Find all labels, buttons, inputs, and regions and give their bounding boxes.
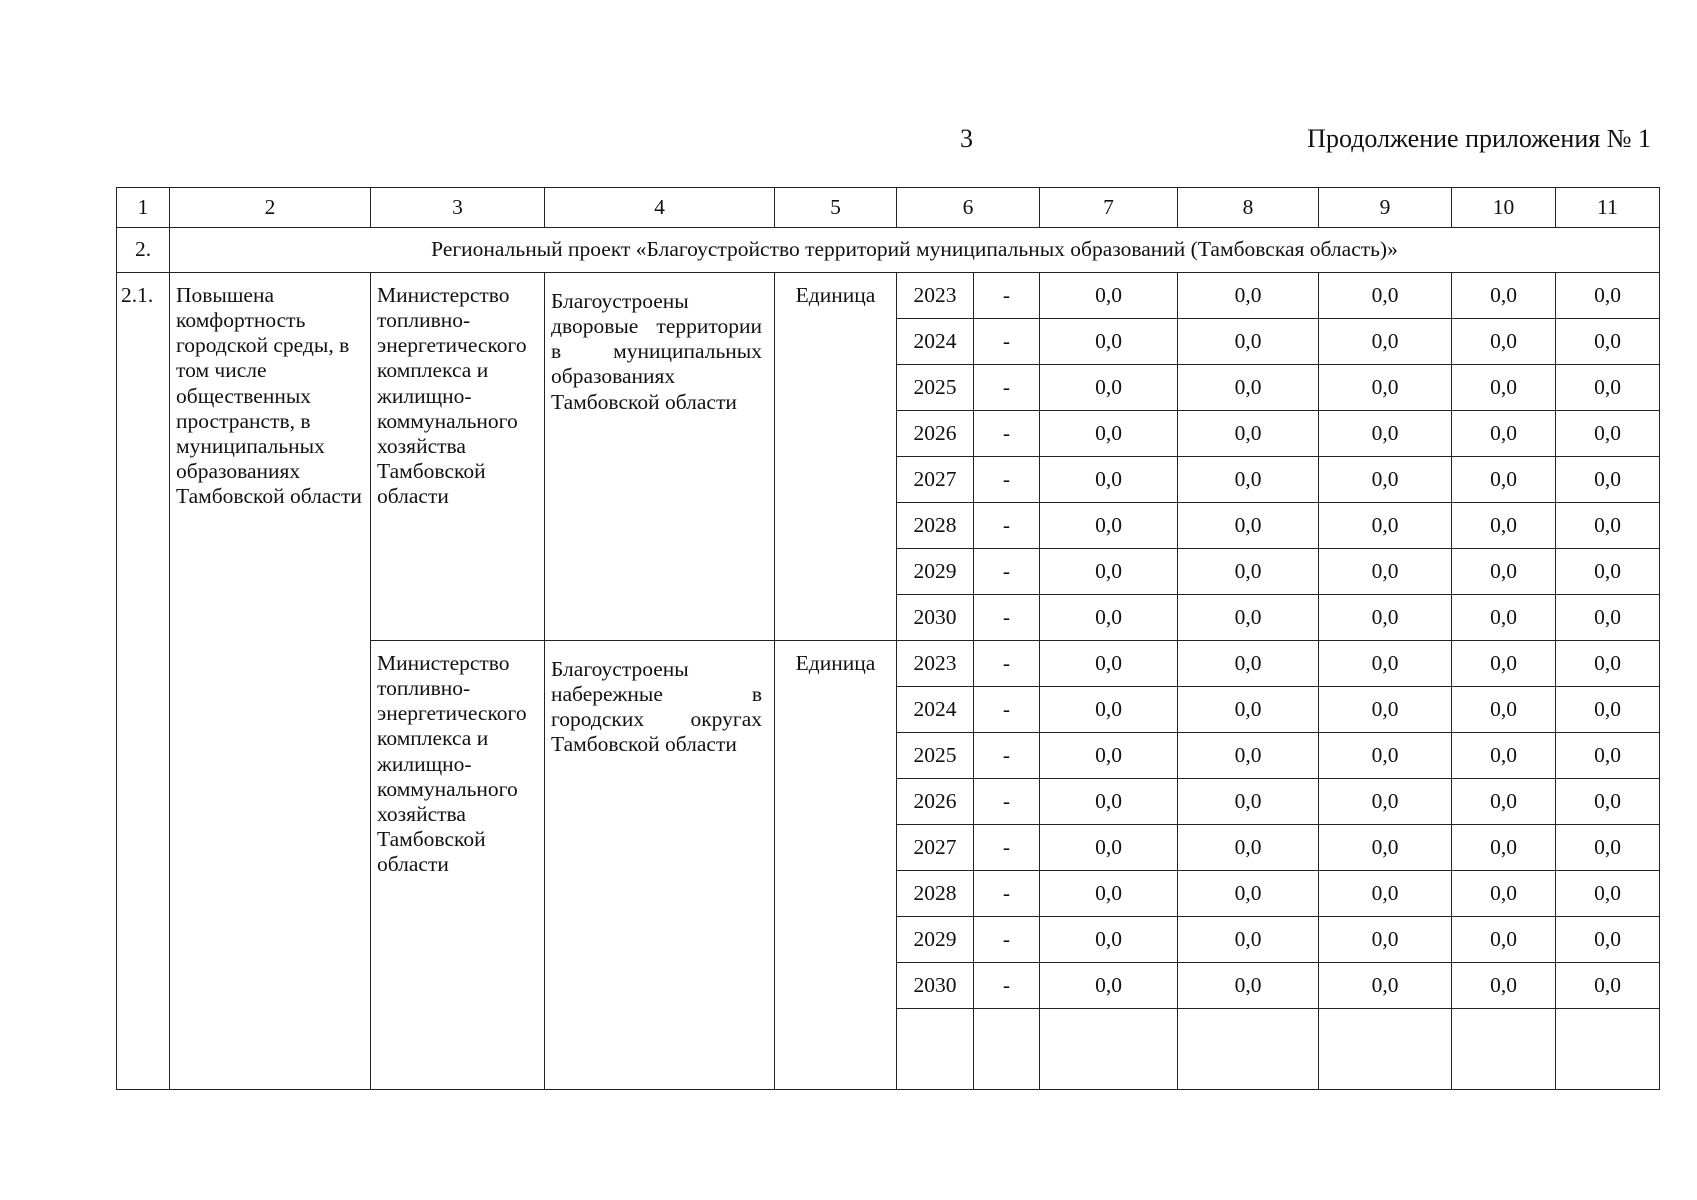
value-cell: 0,0 xyxy=(1556,733,1660,779)
value-cell: 0,0 xyxy=(1040,733,1178,779)
value-cell: 0,0 xyxy=(1319,503,1452,549)
value-cell: 0,0 xyxy=(1040,641,1178,687)
column-header: 6 xyxy=(897,188,1040,228)
value-cell: 0,0 xyxy=(1452,319,1556,365)
year-cell: 2027 xyxy=(897,457,974,503)
value-cell: 0,0 xyxy=(1556,411,1660,457)
responsible-agency: Министерство топливно-энергетического комплекса и жилищно-коммунального хозяйства Тамбовской области xyxy=(371,641,545,1090)
dash-cell: - xyxy=(974,411,1040,457)
value-cell: 0,0 xyxy=(1040,825,1178,871)
result-description: Благоустроены набережные в городских округах Тамбовской области xyxy=(545,641,775,1090)
year-cell: 2030 xyxy=(897,595,974,641)
value-cell: 0,0 xyxy=(1556,917,1660,963)
value-cell: 0,0 xyxy=(1556,549,1660,595)
dash-cell: - xyxy=(974,641,1040,687)
empty-cell xyxy=(897,1009,974,1090)
value-cell: 0,0 xyxy=(1040,595,1178,641)
year-cell: 2025 xyxy=(897,733,974,779)
value-cell: 0,0 xyxy=(1556,595,1660,641)
dash-cell: - xyxy=(974,963,1040,1009)
value-cell: 0,0 xyxy=(1040,411,1178,457)
value-cell: 0,0 xyxy=(1040,319,1178,365)
year-cell: 2024 xyxy=(897,319,974,365)
dash-cell: - xyxy=(974,319,1040,365)
dash-cell: - xyxy=(974,917,1040,963)
result-description: Благоустроены дворовые территории в муниципальных образованиях Тамбовской области xyxy=(545,273,775,641)
unit-of-measure: Единица xyxy=(775,273,897,641)
value-cell: 0,0 xyxy=(1178,917,1319,963)
value-cell: 0,0 xyxy=(1040,457,1178,503)
value-cell: 0,0 xyxy=(1556,825,1660,871)
value-cell: 0,0 xyxy=(1040,779,1178,825)
year-cell: 2024 xyxy=(897,687,974,733)
appendix-continuation-label: Продолжение приложения № 1 xyxy=(1307,124,1651,153)
dash-cell: - xyxy=(974,273,1040,319)
empty-cell xyxy=(1452,1009,1556,1090)
year-cell: 2028 xyxy=(897,503,974,549)
year-cell: 2026 xyxy=(897,411,974,457)
value-cell: 0,0 xyxy=(1556,963,1660,1009)
unit-of-measure: Единица xyxy=(775,641,897,1090)
value-cell: 0,0 xyxy=(1178,733,1319,779)
column-header: 5 xyxy=(775,188,897,228)
value-cell: 0,0 xyxy=(1178,641,1319,687)
year-cell: 2023 xyxy=(897,641,974,687)
value-cell: 0,0 xyxy=(1319,549,1452,595)
dash-cell: - xyxy=(974,503,1040,549)
value-cell: 0,0 xyxy=(1319,273,1452,319)
dash-cell: - xyxy=(974,733,1040,779)
project-title: Региональный проект «Благоустройство территорий муниципальных образований (Тамбовская область)» xyxy=(170,228,1660,273)
value-cell: 0,0 xyxy=(1178,411,1319,457)
value-cell: 0,0 xyxy=(1040,687,1178,733)
year-cell: 2023 xyxy=(897,273,974,319)
responsible-agency: Министерство топливно-энергетического комплекса и жилищно-коммунального хозяйства Тамбовской области xyxy=(371,273,545,641)
year-cell: 2025 xyxy=(897,365,974,411)
value-cell: 0,0 xyxy=(1178,549,1319,595)
table-row xyxy=(117,273,1660,319)
value-cell: 0,0 xyxy=(1556,779,1660,825)
value-cell: 0,0 xyxy=(1178,871,1319,917)
value-cell: 0,0 xyxy=(1452,549,1556,595)
column-header: 9 xyxy=(1319,188,1452,228)
value-cell: 0,0 xyxy=(1556,687,1660,733)
task-number: 2.1. xyxy=(117,273,170,1090)
value-cell: 0,0 xyxy=(1319,733,1452,779)
empty-cell xyxy=(1178,1009,1319,1090)
column-number-row xyxy=(117,188,1660,228)
value-cell: 0,0 xyxy=(1178,595,1319,641)
year-cell: 2028 xyxy=(897,871,974,917)
indicators-table xyxy=(116,187,1660,1090)
empty-cell xyxy=(974,1009,1040,1090)
column-header: 10 xyxy=(1452,188,1556,228)
value-cell: 0,0 xyxy=(1040,549,1178,595)
value-cell: 0,0 xyxy=(1556,503,1660,549)
value-cell: 0,0 xyxy=(1178,273,1319,319)
dash-cell: - xyxy=(974,595,1040,641)
value-cell: 0,0 xyxy=(1319,871,1452,917)
value-cell: 0,0 xyxy=(1452,733,1556,779)
value-cell: 0,0 xyxy=(1452,687,1556,733)
dash-cell: - xyxy=(974,687,1040,733)
value-cell: 0,0 xyxy=(1178,503,1319,549)
column-header: 11 xyxy=(1556,188,1660,228)
column-header: 1 xyxy=(117,188,170,228)
column-header: 7 xyxy=(1040,188,1178,228)
value-cell: 0,0 xyxy=(1556,457,1660,503)
value-cell: 0,0 xyxy=(1040,963,1178,1009)
dash-cell: - xyxy=(974,457,1040,503)
value-cell: 0,0 xyxy=(1319,411,1452,457)
project-row xyxy=(117,228,1660,273)
year-cell: 2029 xyxy=(897,549,974,595)
column-header: 8 xyxy=(1178,188,1319,228)
value-cell: 0,0 xyxy=(1319,687,1452,733)
column-header: 2 xyxy=(170,188,371,228)
task-description: Повышена комфортность городской среды, в том числе общественных пространств, в муниципальных образованиях Тамбовской области xyxy=(170,273,371,1090)
year-cell: 2029 xyxy=(897,917,974,963)
value-cell: 0,0 xyxy=(1040,503,1178,549)
value-cell: 0,0 xyxy=(1452,641,1556,687)
value-cell: 0,0 xyxy=(1040,365,1178,411)
value-cell: 0,0 xyxy=(1319,825,1452,871)
value-cell: 0,0 xyxy=(1178,365,1319,411)
value-cell: 0,0 xyxy=(1452,871,1556,917)
value-cell: 0,0 xyxy=(1319,641,1452,687)
value-cell: 0,0 xyxy=(1319,917,1452,963)
dash-cell: - xyxy=(974,779,1040,825)
page-number: 3 xyxy=(960,124,973,153)
empty-cell xyxy=(1040,1009,1178,1090)
value-cell: 0,0 xyxy=(1556,871,1660,917)
value-cell: 0,0 xyxy=(1319,779,1452,825)
project-number: 2. xyxy=(117,228,170,273)
value-cell: 0,0 xyxy=(1178,319,1319,365)
value-cell: 0,0 xyxy=(1319,963,1452,1009)
value-cell: 0,0 xyxy=(1556,365,1660,411)
year-cell: 2030 xyxy=(897,963,974,1009)
value-cell: 0,0 xyxy=(1452,825,1556,871)
value-cell: 0,0 xyxy=(1178,963,1319,1009)
value-cell: 0,0 xyxy=(1178,457,1319,503)
value-cell: 0,0 xyxy=(1452,411,1556,457)
value-cell: 0,0 xyxy=(1178,687,1319,733)
dash-cell: - xyxy=(974,871,1040,917)
year-cell: 2026 xyxy=(897,779,974,825)
value-cell: 0,0 xyxy=(1452,503,1556,549)
empty-cell xyxy=(1556,1009,1660,1090)
empty-cell xyxy=(1319,1009,1452,1090)
year-cell: 2027 xyxy=(897,825,974,871)
value-cell: 0,0 xyxy=(1452,595,1556,641)
value-cell: 0,0 xyxy=(1319,365,1452,411)
value-cell: 0,0 xyxy=(1452,273,1556,319)
value-cell: 0,0 xyxy=(1040,273,1178,319)
value-cell: 0,0 xyxy=(1178,779,1319,825)
value-cell: 0,0 xyxy=(1556,273,1660,319)
value-cell: 0,0 xyxy=(1452,779,1556,825)
value-cell: 0,0 xyxy=(1556,319,1660,365)
value-cell: 0,0 xyxy=(1556,641,1660,687)
value-cell: 0,0 xyxy=(1319,319,1452,365)
column-header: 4 xyxy=(545,188,775,228)
dash-cell: - xyxy=(974,825,1040,871)
dash-cell: - xyxy=(974,365,1040,411)
value-cell: 0,0 xyxy=(1452,917,1556,963)
value-cell: 0,0 xyxy=(1452,457,1556,503)
value-cell: 0,0 xyxy=(1319,457,1452,503)
column-header: 3 xyxy=(371,188,545,228)
value-cell: 0,0 xyxy=(1040,871,1178,917)
value-cell: 0,0 xyxy=(1452,365,1556,411)
value-cell: 0,0 xyxy=(1319,595,1452,641)
value-cell: 0,0 xyxy=(1452,963,1556,1009)
value-cell: 0,0 xyxy=(1178,825,1319,871)
value-cell: 0,0 xyxy=(1040,917,1178,963)
dash-cell: - xyxy=(974,549,1040,595)
